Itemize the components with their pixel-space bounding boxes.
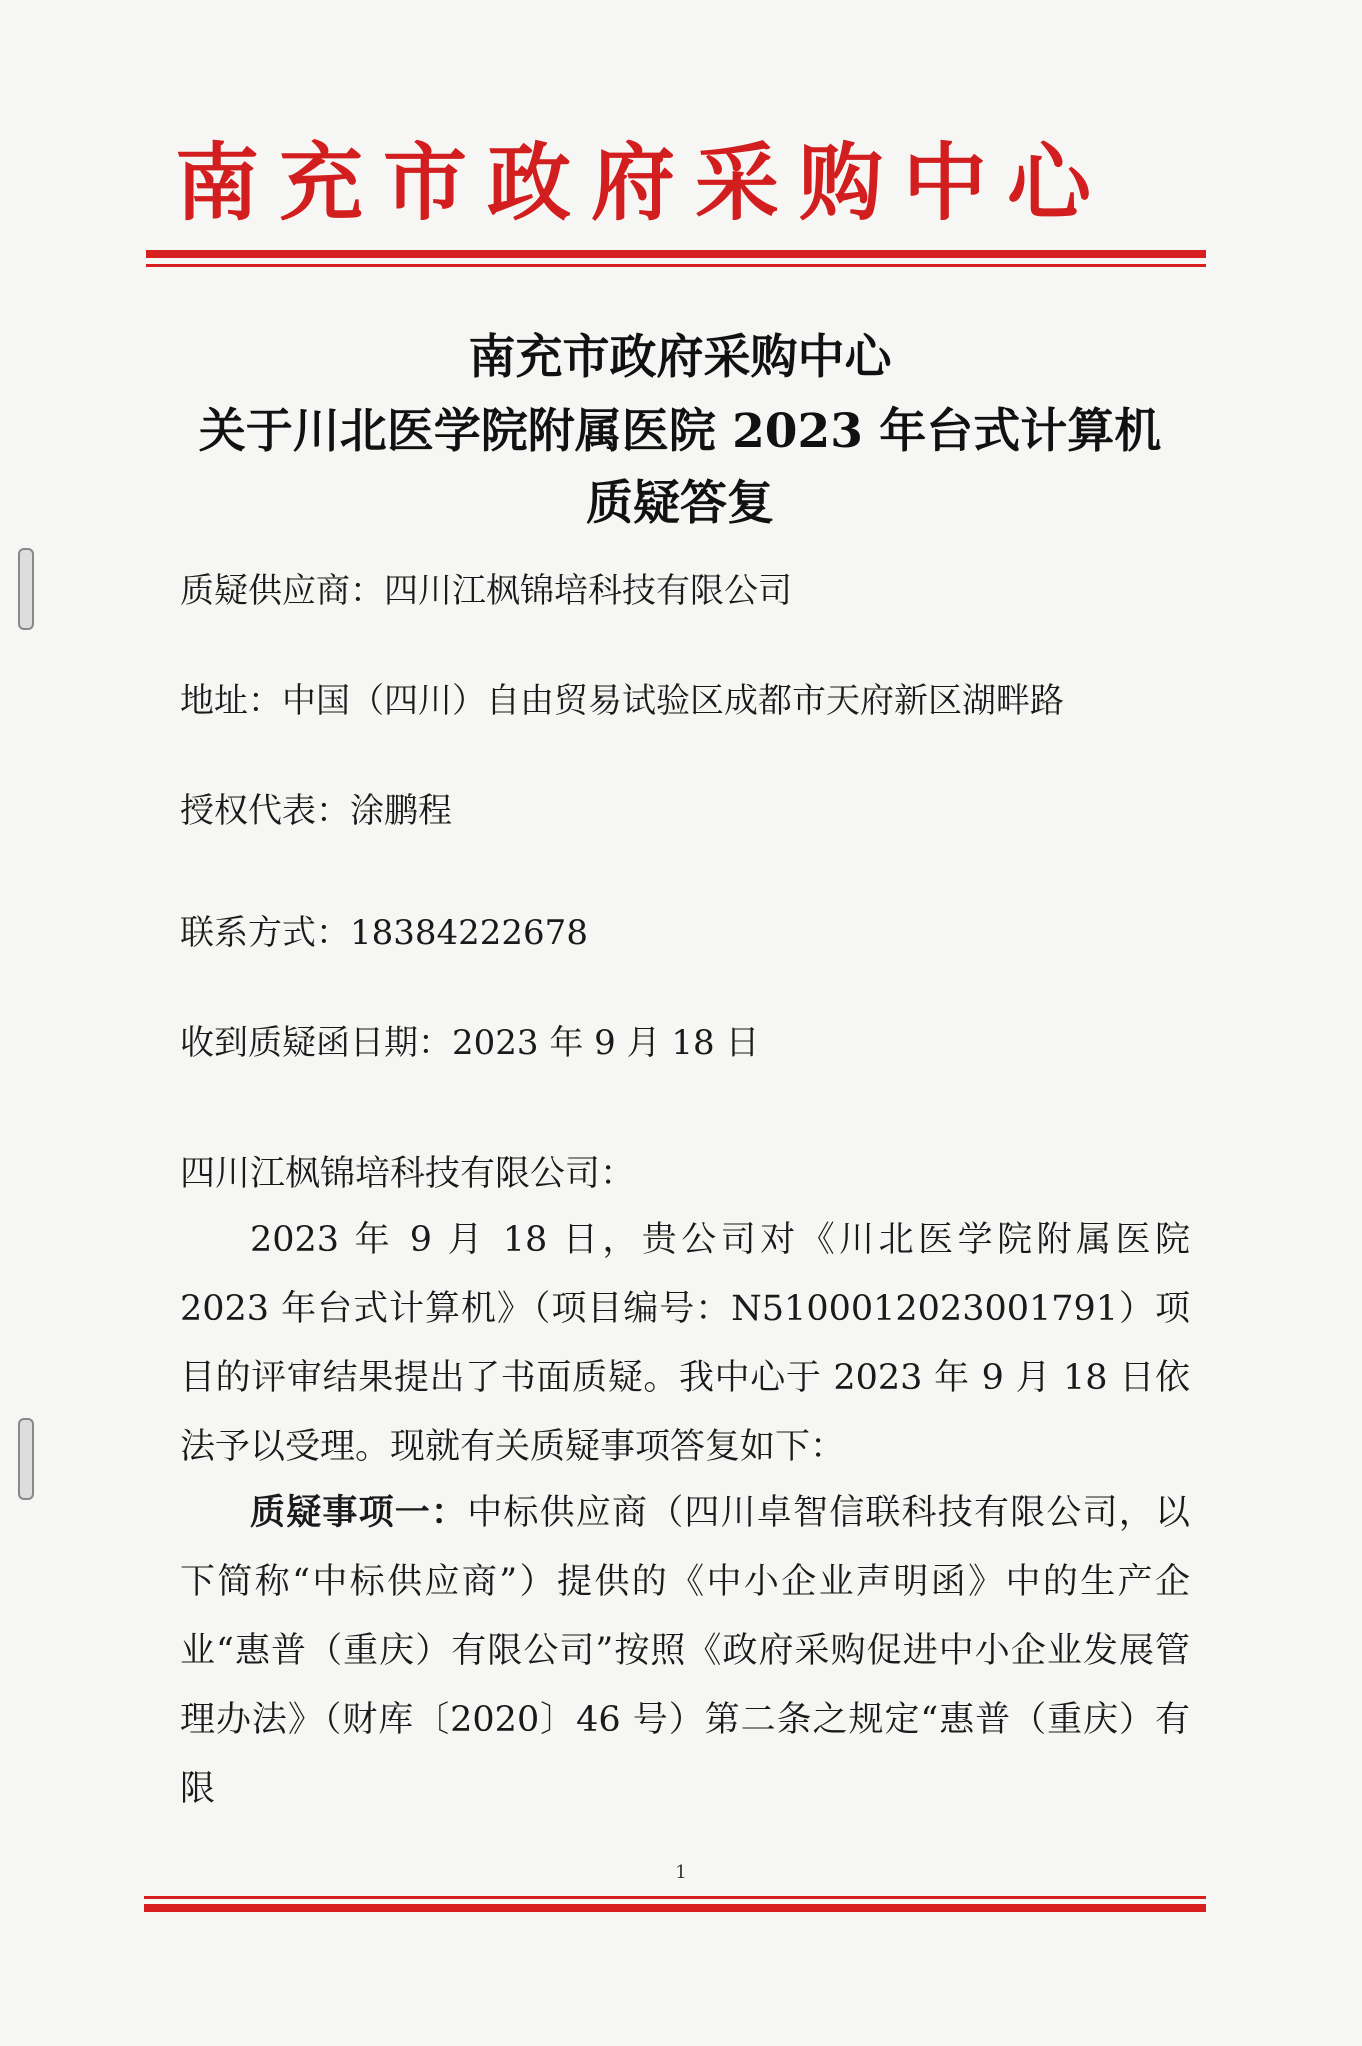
title-line-3: 质疑答复 — [586, 476, 774, 531]
page-number: 1 — [675, 1862, 687, 1883]
field-label: 授权代表： — [180, 791, 350, 831]
letterhead-rule-thick — [146, 250, 1206, 258]
field-representative — [180, 786, 452, 836]
field-address — [180, 676, 1064, 726]
binder-clip — [18, 1418, 34, 1500]
field-received-date — [180, 1018, 759, 1068]
paragraph-intro: 2023 年 9 月 18 日，贵公司对《川北医学院附属医院 2023 年台式计算机》（项目编号：N5100012023001791）项目的评审结果提出了书面质疑。我中心于 2023 年 9 月 18 日依法予以受理。现就有关质疑事项答复如下： — [180, 1220, 1190, 1467]
issue-text: 中标供应商（四川卓智信联科技有限公司，以下简称“中标供应商”）提供的《中小企业声明函》中的生产企业“惠普（重庆）有限公司”按照《政府采购促进中小企业发展管理办法》（财库〔2020〕46 号）第二条之规定“惠普（重庆）有限 — [180, 1493, 1190, 1809]
field-supplier — [180, 566, 792, 616]
salutation: 四川江枫锦培科技有限公司： — [180, 1154, 636, 1194]
field-value: 2023 年 9 月 18 日 — [452, 1023, 760, 1063]
footer-rule-thin — [144, 1896, 1206, 1899]
field-contact — [180, 908, 588, 958]
field-value: 四川江枫锦培科技有限公司 — [384, 571, 792, 611]
field-value: 18384222678 — [350, 913, 588, 953]
letterhead-rule-thin — [146, 264, 1206, 267]
field-label: 联系方式： — [180, 913, 350, 953]
title-line-2: 关于川北医学院附属医院 2023 年台式计算机 — [198, 404, 1162, 459]
field-value: 涂鹏程 — [350, 791, 452, 831]
field-label: 地址： — [180, 681, 282, 721]
letterhead: 南充市政府采购中心 — [175, 133, 1112, 232]
footer-rule-thick — [144, 1904, 1206, 1912]
issue-lead: 质疑事项一： — [250, 1492, 468, 1533]
field-value: 中国（四川）自由贸易试验区成都市天府新区湖畔路 — [282, 681, 1064, 721]
binder-clip — [18, 548, 34, 630]
title-line-1: 南充市政府采购中心 — [468, 330, 892, 385]
field-label: 收到质疑函日期： — [180, 1023, 452, 1063]
paragraph-issue-one — [180, 1478, 1190, 1824]
field-label: 质疑供应商： — [180, 571, 384, 611]
